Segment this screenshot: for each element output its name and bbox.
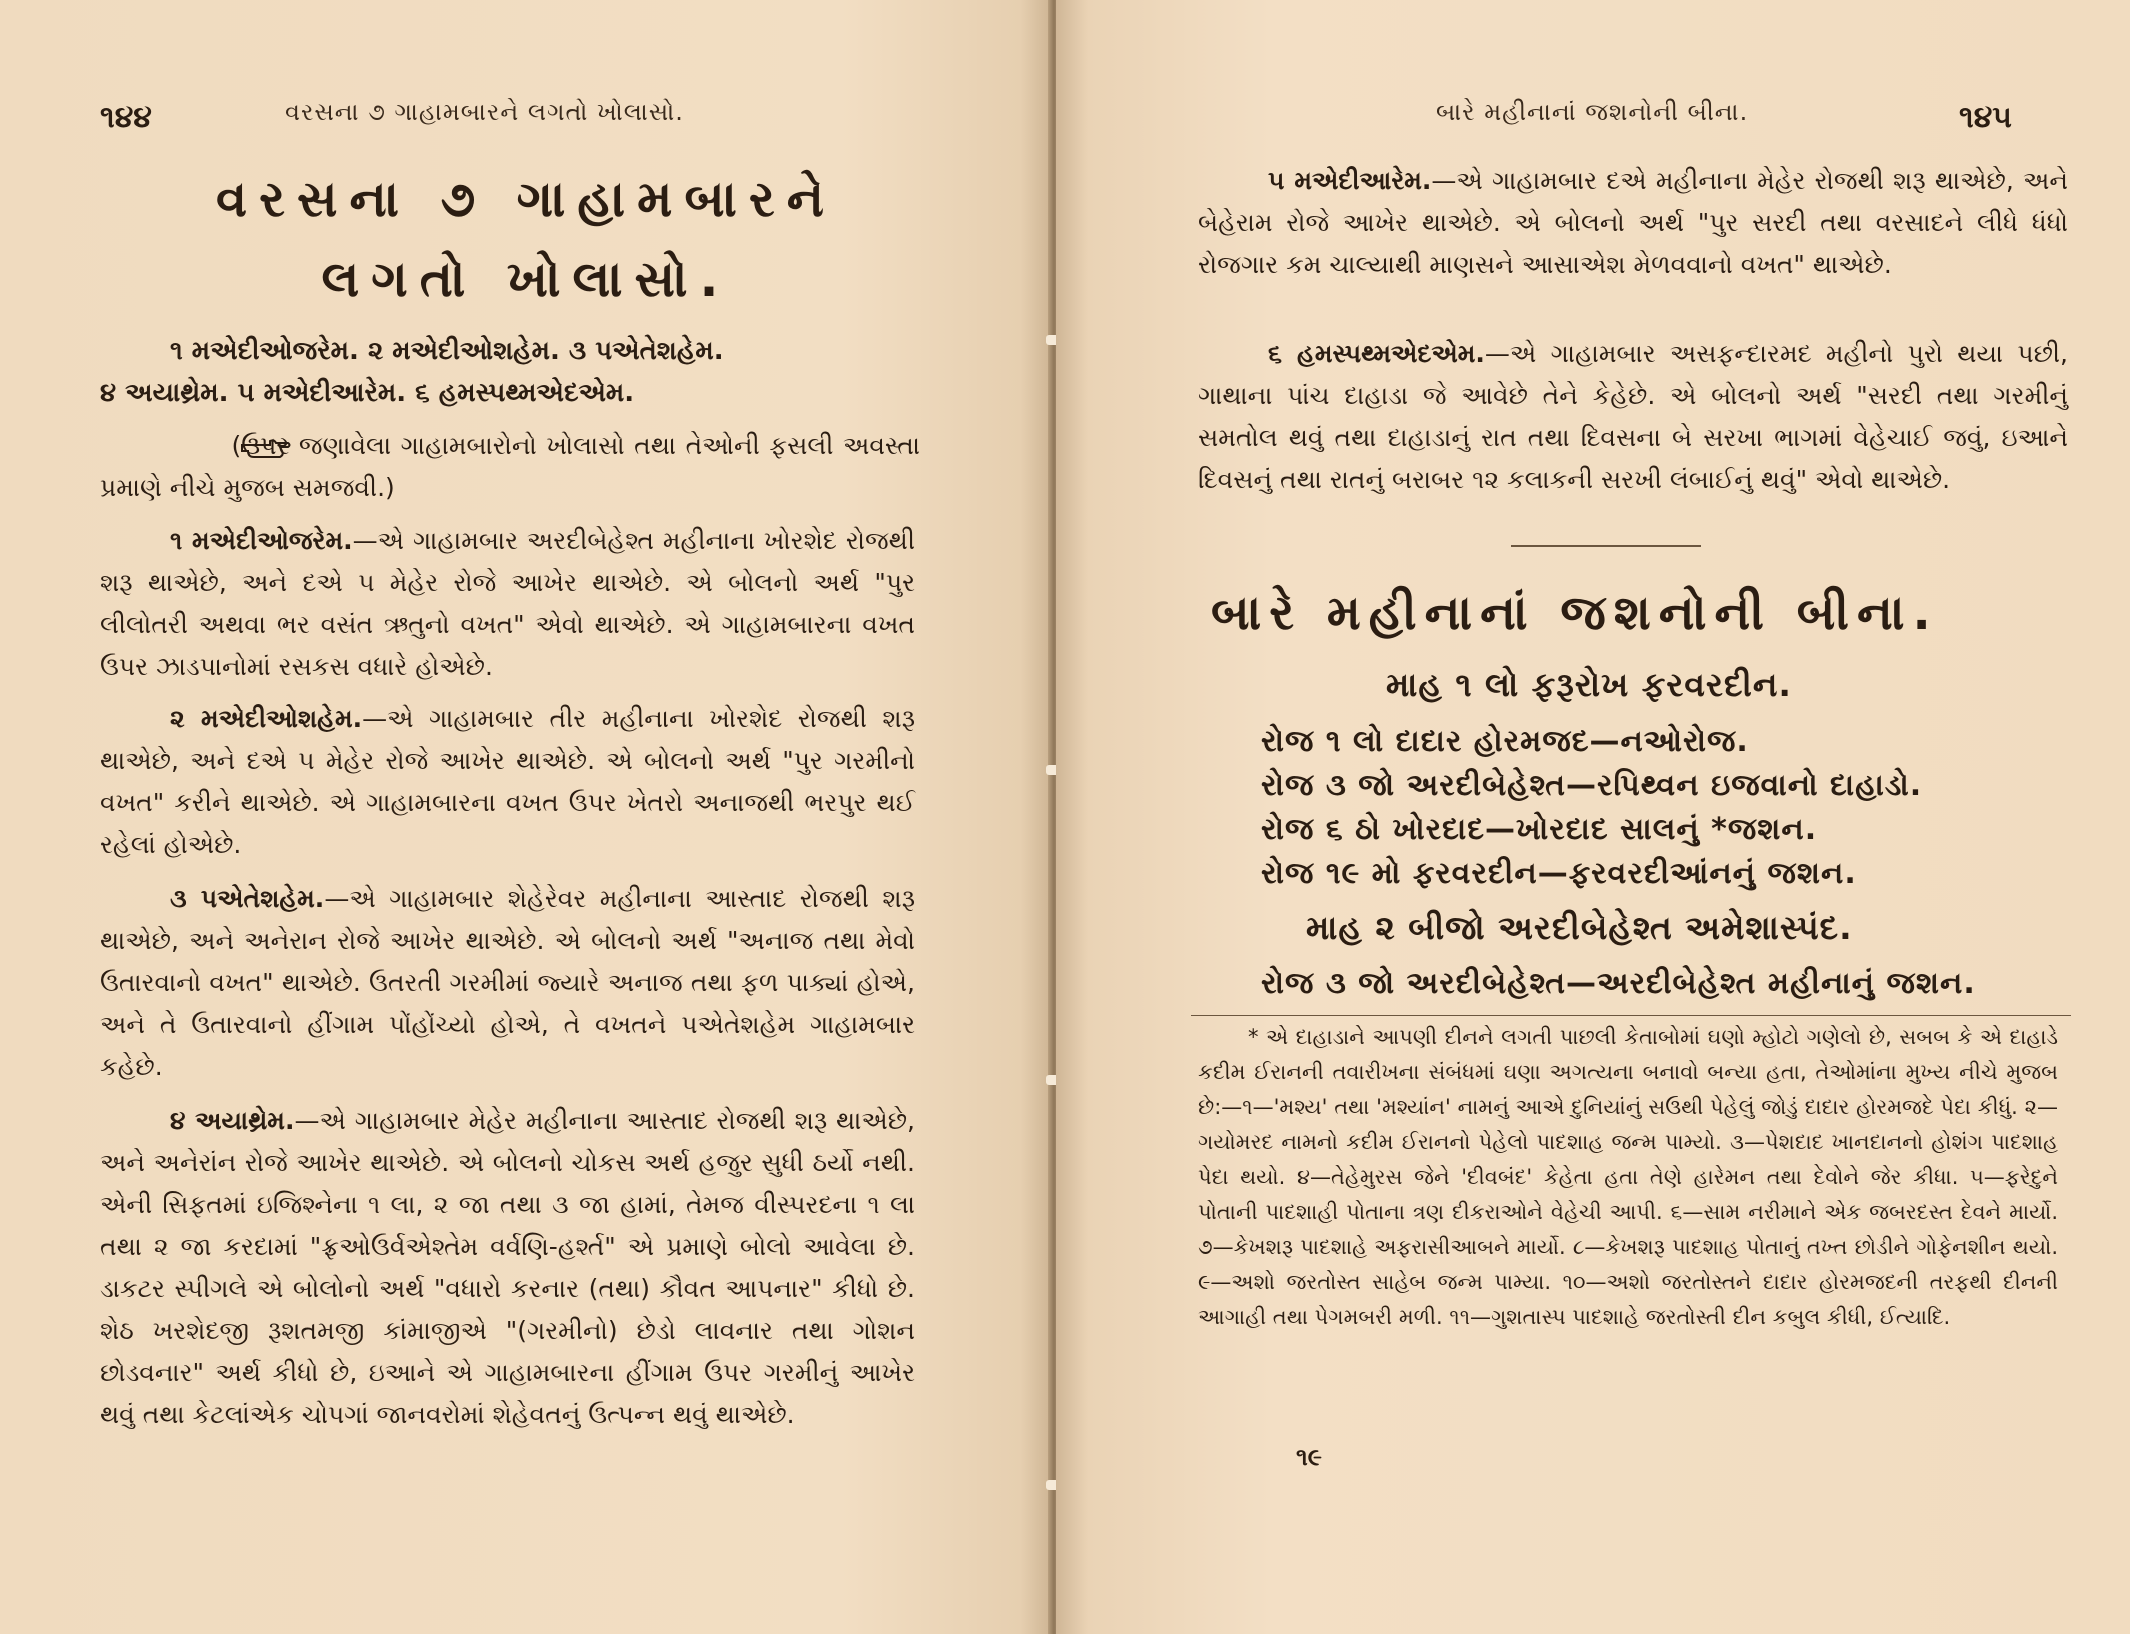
paragraph-3-body: —એ ગાહામબાર શેહેરેવર મહીનાના આસ્તાદ રોજથી શરૂ થાએછે, અને અનેરાન રોજે આખેર થાએછે. એ બોલનો અર્થ "અનાજ તથા મેવો ઉતારવાનો વખત" થાએછે. ઉતરતી ગરમીમાં જ્યારે અનાજ તથા ફળ પાક્યાં હોએ, અને તે ઉતારવાનો હીંગામ પોંહોંચ્યો હોએ, તે વખતને પએતેશહેમ ગાહામબાર કહેછે. <box>100 884 916 1081</box>
paragraph-3 <box>100 878 915 1088</box>
chapter-title-line2: લગતો ખોલાસો. <box>321 250 731 308</box>
roj-line-3: રોજ ૬ ઠો ખોરદાદ—ખોરદાદ સાલનું *જશન. <box>1261 812 1818 847</box>
paragraph-3-lead: ૩ પએતેશહેમ. <box>170 884 325 913</box>
signature-mark: ૧૯ <box>1296 1443 1322 1471</box>
right-page <box>1056 0 2130 1634</box>
paragraph-6-lead: ૬ હમસ્પથ્મએદએમ. <box>1268 339 1485 368</box>
paragraph-4-lead: ૪ અયાથ્રેમ. <box>170 1106 295 1135</box>
running-head-left: વરસના ૭ ગાહામબારને લગતો ખોલાસો. <box>285 98 684 126</box>
month-1-heading: માહ ૧ લો ફરૂરોખ ફરવરદીન. <box>1386 665 1792 704</box>
gahambar-list-line2: ૪ અયાથ્રેમ. ૫ મએદીઆરેમ. ૬ હમસ્પથ્મએદએમ. <box>100 378 635 408</box>
running-head-right: બારે મહીનાનાં જશનોની બીના. <box>1436 98 1749 126</box>
footnote-rule <box>1191 1015 2071 1016</box>
pointing-hand-icon <box>170 434 222 460</box>
roj-line-4: રોજ ૧૯ મો ફરવરદીન—ફરવરદીઆંનનું જશન. <box>1261 856 1857 891</box>
chapter-title-line1: વરસના ૭ ગાહામબારને <box>216 170 836 228</box>
paragraph-2-lead: ૨ મએદીઓશહેમ. <box>170 704 363 733</box>
left-page <box>0 0 1052 1634</box>
paragraph-5-lead: ૫ મએદીઆરેમ. <box>1268 166 1432 195</box>
paragraph-1 <box>100 520 915 688</box>
paragraph-4 <box>100 1100 915 1436</box>
note-text: (ઉપર જણાવેલા ગાહામબારોનો ખોલાસો તથા તેઓની ફસલી અવસ્તા પ્રમાણે નીચે મુજબ સમજવી.) <box>100 431 920 502</box>
month-2-heading: માહ ૨ બીજો અરદીબેહેશ્ત અમેશાસ્પંદ. <box>1306 908 1853 947</box>
page-number-right: ૧૪૫ <box>1959 100 2013 135</box>
paragraph-5-body: —એ ગાહામબાર દએ મહીનાના મેહેર રોજથી શરૂ થાએછે, અને બેહેરામ રોજે આખેર થાએછે. એ બોલનો અર્થ "પુર સરદી તથા વરસાદને લીધે ધંધો રોજગાર કમ ચાલ્યાથી માણસને આસાએશ મેળવવાનો વખત" થાએછે. <box>1198 166 2068 279</box>
paragraph-5 <box>1198 160 2068 286</box>
gahambar-list-line1: ૧ મએદીઓજરેમ. ૨ મએદીઓશહેમ. ૩ પએતેશહેમ. <box>170 336 724 366</box>
paragraph-4-body: —એ ગાહામબાર મેહેર મહીનાના આસ્તાદ રોજથી શરૂ થાએછે, અને અનેરાંન રોજે આખેર થાએછે. એ બોલનો ચોકસ અર્થ હજુર સુધી ઠર્યો નથી. એની સિફતમાં ઇજિશ્નેના ૧ લા, ૨ જા તથા ૩ જા હામાં, તેમજ વીસ્પરદના ૧ લા તથા ૨ જા કરદામાં "ફ્રઓઉર્વએશ્તેમ વર્વણિ-હર્શ્ત" એ પ્રમાણે બોલો આવેલા છે. ડાકટર સ્પીગલે એ બોલોનો અર્થ "વધારો કરનાર (તથા) કૌવત આપનાર" કીધો છે. શેઠ ખરશેદજી રૂશતમજી કાંમાજીએ "(ગરમીનો) છેડો લાવનાર તથા ગોશન છોડવનાર" અર્થ કીધો છે, ઇઆને એ ગાહામબારના હીંગામ ઉપર ગરમીનું આખેર થવું તથા કેટલાંએક ચોપગાં જાનવરોમાં શેહેવતનું ઉત્પન્ન થવું થાએછે. <box>100 1106 915 1429</box>
paragraph-1-body: —એ ગાહામબાર અરદીબેહેશ્ત મહીનાના ખોરશેદ રોજથી શરૂ થાએછે, અને દએ ૫ મેહેર રોજે આખેર થાએછે. એ બોલનો અર્થ "પુર લીલોતરી અથવા ભર વસંત ઋતુનો વખત" એવો થાએછે. એ ગાહામબારના વખત ઉપર ઝાડપાનોમાં રસકસ વધારે હોએછે. <box>100 526 915 681</box>
section-title: બારે મહીનાનાં જશનોની બીના. <box>1211 585 1939 641</box>
paragraph-6 <box>1198 333 2068 501</box>
paragraph-6-body: —એ ગાહામબાર અસફન્દારમદ મહીનો પુરો થયા પછી, ગાથાના પાંચ દાહાડા જે આવેછે તેને કેહેછે. એ બોલનો અર્થ "સરદી તથા ગરમીનું સમતોલ થવું તથા દાહાડાનું રાત તથા દિવસના બે સરખા ભાગમાં વેહેચાઈ જવું, ઇઆને દિવસનું તથા રાતનું બરાબર ૧૨ કલાકની સરખી લંબાઈનું થવું" એવો થાએછે. <box>1198 339 2068 494</box>
roj-line-1: રોજ ૧ લો દાદાર હોરમજદ—નઓરોજ. <box>1261 724 1749 759</box>
footnote: * એ દાહાડાને આપણી દીનને લગતી પાછલી કેતાબોમાં ઘણો મ્હોટો ગણેલો છે, સબબ કે એ દાહાડે કદીમ ઈરાનની તવારીખના સંબંધમાં ઘણા અગત્યના બનાવો બન્યા હતા, તેઓમાંના મુખ્ય નીચે મુજબ છે:—૧—'મશ્ય' તથા 'મશ્યાંન' નામનું આએ દુનિયાંનું સઉથી પેહેલું જોડું દાદાર હોરમજદે પેદા કીધું. ૨—ગયોમરદ નામનો કદીમ ઈરાનનો પેહેલો પાદશાહ જન્મ પામ્યો. ૩—પેશદાદ ખાનદાનનો હોશંગ પાદશાહ પેદા થયો. ૪—તેહેમુરસ જેને 'દીવબંદ' કેહેતા હતા તેણે હારેમન તથા દેવોને જેર કીધા. ૫—ફરેદુને પોતાની પાદશાહી પોતાના ત્રણ દીકરાઓને વેહેચી આપી. ૬—સામ નરીમાને એક જબરદસ્ત દેવને માર્યો. ૭—કેખશરૂ પાદશાહે અફરાસીઆબને માર્યો. ૮—કેખશરૂ પાદશાહ પોતાનું તખ્ત છોડીને ગોફેનશીન થયો. ૯—અશો જરતોસ્ત સાહેબ જન્મ પામ્યા. ૧૦—અશો જરતોસ્તને દાદાર હોરમજદની તરફથી દીનની આગાહી તથા પેગમબરી મળી. ૧૧—ગુશતાસ્પ પાદશાહે જરતોસ્તી દીન કબુલ કીધી, ઈત્યાદિ. <box>1198 1025 2058 1329</box>
paragraph-2 <box>100 698 915 866</box>
paragraph-2-body: —એ ગાહામબાર તીર મહીનાના ખોરશેદ રોજથી શરૂ થાએછે, અને દએ ૫ મેહેર રોજે આખેર થાએછે. એ બોલનો અર્થ "પુર ગરમીનો વખત" કરીને થાએછે. એ ગાહામબારના વખત ઉપર ખેતરો અનાજથી ભરપુર થઈ રહેલાં હોએછે. <box>100 704 915 859</box>
page-number-left: ૧૪૪ <box>100 100 152 135</box>
note-paragraph <box>100 425 920 509</box>
roj-line-mah2: રોજ ૩ જો અરદીબેહેશ્ત—અરદીબેહેશ્ત મહીનાનું જશન. <box>1261 966 1976 1001</box>
roj-line-2: રોજ ૩ જો અરદીબેહેશ્ત—રપિથ્વન ઇજવાનો દાહાડો. <box>1261 768 1923 803</box>
paragraph-1-lead: ૧ મએદીઓજરેમ. <box>170 526 353 555</box>
section-divider <box>1511 545 1701 547</box>
